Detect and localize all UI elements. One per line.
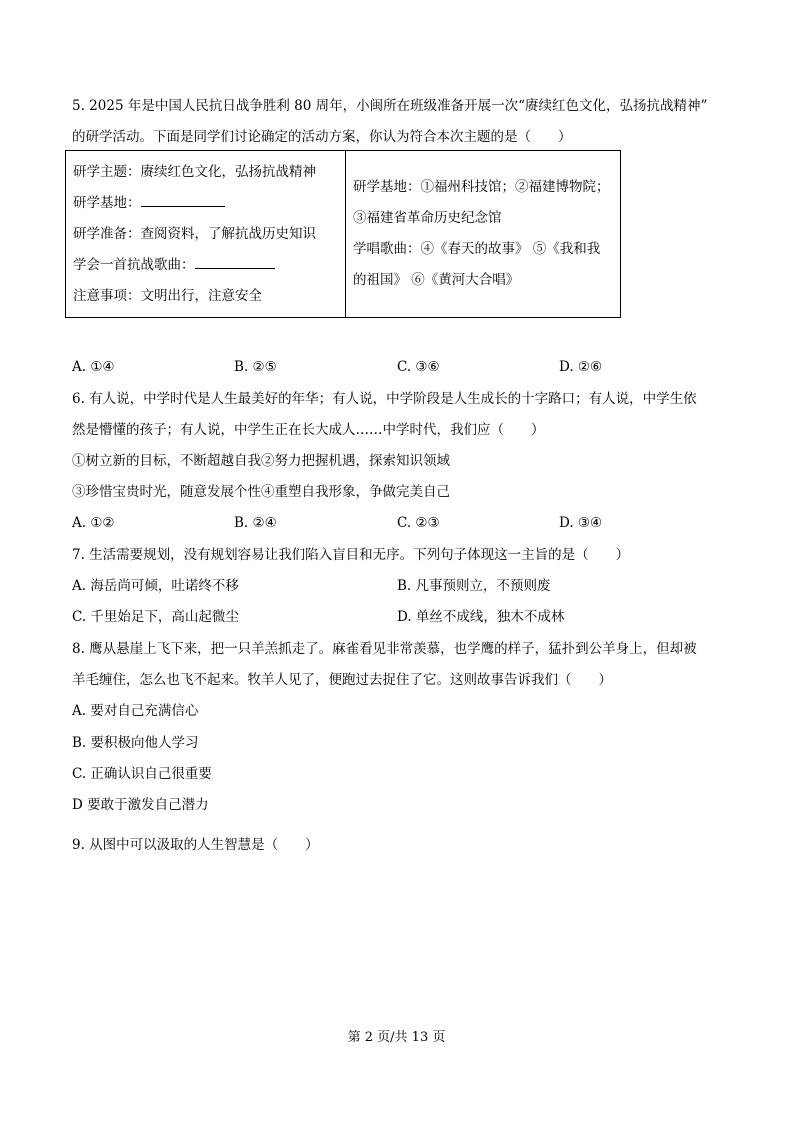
q5-option-a: A. ①④ xyxy=(72,359,115,375)
q6-statements-line-2: ③珍惜宝贵时光，随意发展个性④重塑自我形象，争做完美自己 xyxy=(72,484,450,500)
q5-option-c: C. ③⑥ xyxy=(397,359,440,375)
q6-stem-line-1: 6. 有人说，中学时代是人生最美好的年华；有人说，中学阶段是人生成长的十字路口；有人说，中学生依 xyxy=(72,391,697,407)
q8-option-c: C. 正确认识自己很重要 xyxy=(72,766,212,782)
plan-song-row xyxy=(73,250,345,281)
plan-base-row xyxy=(73,188,345,219)
plan-notes: 注意事项：文明出行，注意安全 xyxy=(73,287,262,304)
plan-theme: 研学主题：赓续红色文化，弘扬抗战精神 xyxy=(73,163,316,180)
q5-stem-line-2: 的研学活动。下面是同学们讨论确定的活动方案，你认为符合本次主题的是（ ） xyxy=(72,129,572,145)
plan-left-cell xyxy=(66,151,346,318)
song-options-line-2: 的祖国》 ⑥《黄河大合唱》 xyxy=(353,272,520,288)
q8-stem-line-1: 8. 鹰从悬崖上飞下来，把一只羊羔抓走了。麻雀看见非常羡慕，也学鹰的样子，猛扑到公羊身上，但却被 xyxy=(72,641,697,657)
base-options-line-2: ③福建省革命历史纪念馆 xyxy=(353,210,502,226)
q6-option-b: B. ②④ xyxy=(234,515,277,531)
q8-option-b: B. 要积极向他人学习 xyxy=(72,735,199,751)
q5-plan-table xyxy=(65,150,621,318)
q8-option-d: D 要敢于激发自己潜力 xyxy=(72,797,209,813)
q5-stem-line-1: 5. 2025 年是中国人民抗日战争胜利 80 周年，小闽所在班级准备开展一次“赓续红色文化，弘扬抗战精神” xyxy=(72,98,708,114)
q7-option-c: C. 千里始足下，高山起微尘 xyxy=(72,609,239,625)
q7-option-a: A. 海岳尚可倾，吐诺终不移 xyxy=(72,578,239,594)
plan-song-label: 学会一首抗战歌曲： xyxy=(73,256,195,273)
q7-option-d: D. 单丝不成线，独木不成林 xyxy=(397,609,565,625)
q6-option-a: A. ①② xyxy=(72,515,115,531)
q7-option-b: B. 凡事预则立，不预则废 xyxy=(397,578,551,594)
plan-base-label: 研学基地： xyxy=(73,194,141,211)
q5-option-b: B. ②⑤ xyxy=(234,359,277,375)
page-footer: 第 2 页/共 13 页 xyxy=(347,1030,446,1045)
q8-option-a: A. 要对自己充满信心 xyxy=(72,703,199,719)
q8-stem-line-2: 羊毛缠住，怎么也飞不起来。牧羊人见了，便跑过去捉住了它。这则故事告诉我们（ ） xyxy=(72,672,612,688)
q6-option-d: D. ③④ xyxy=(559,515,603,531)
plan-right-cell xyxy=(346,151,621,318)
q6-stem-line-2: 然是懵懂的孩子；有人说，中学生正在长大成人……中学时代，我们应（ ） xyxy=(72,422,545,438)
q6-statements-line-1: ①树立新的目标，不断超越自我②努力把握机遇，探索知识领域 xyxy=(72,453,450,469)
q9-stem: 9. 从图中可以汲取的人生智慧是（ ） xyxy=(72,837,319,853)
q6-option-c: C. ②③ xyxy=(397,515,440,531)
plan-song-blank xyxy=(195,254,275,269)
song-options-line-1: 学唱歌曲：④《春天的故事》 ⑤《我和我 xyxy=(353,241,601,257)
q5-option-d: D. ②⑥ xyxy=(559,359,603,375)
base-options-line-1: 研学基地：①福州科技馆；②福建博物院； xyxy=(353,179,610,195)
q7-stem: 7. 生活需要规划，没有规划容易让我们陷入盲目和无序。下列句子体现这一主旨的是（ ） xyxy=(72,547,630,563)
plan-preparation: 研学准备：查阅资料，了解抗战历史知识 xyxy=(73,225,316,242)
plan-base-blank xyxy=(141,192,225,207)
